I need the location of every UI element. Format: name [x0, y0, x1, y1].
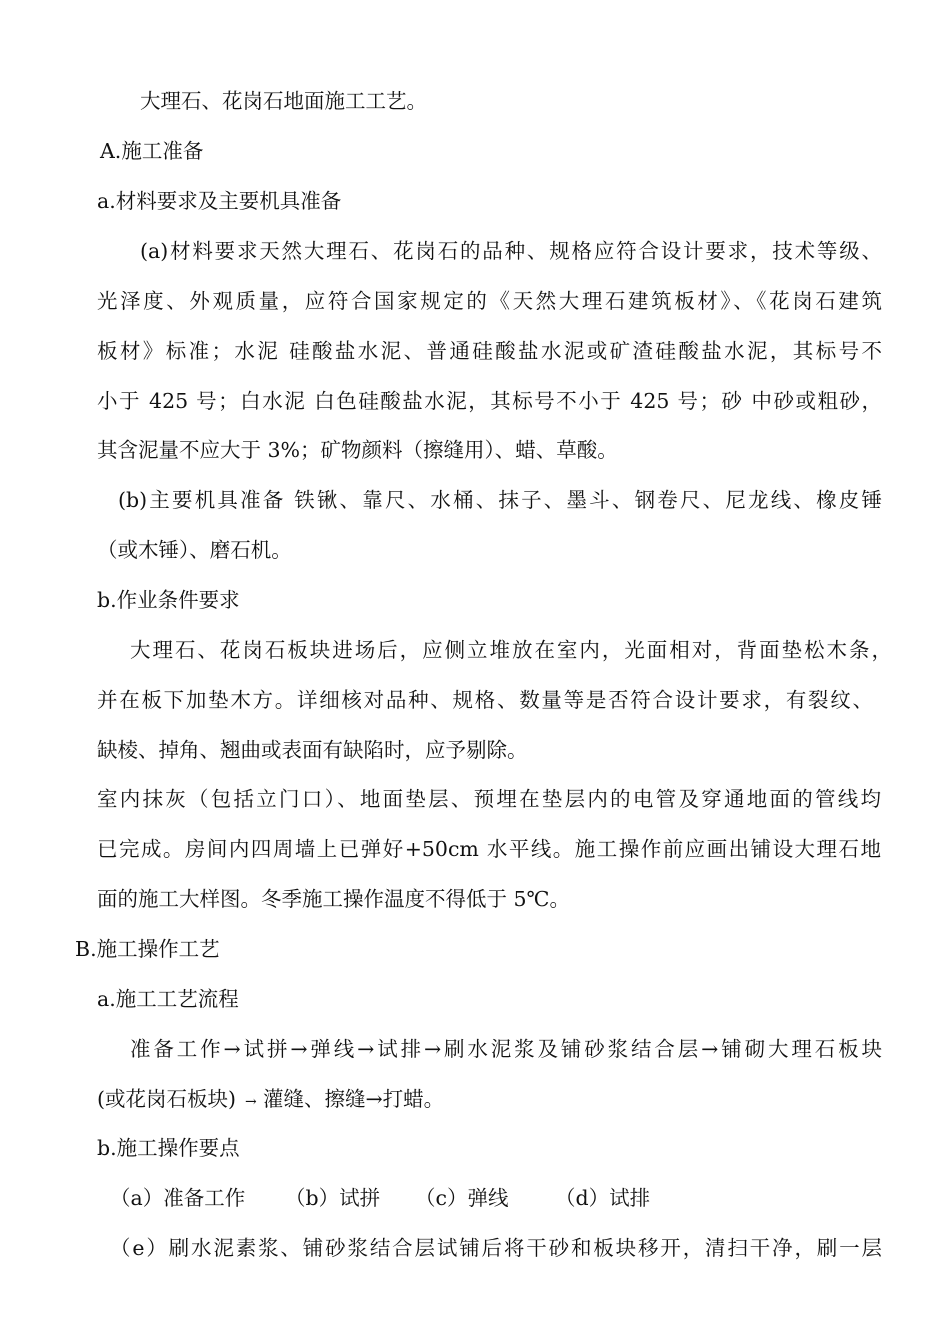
subsection-b-heading: b.作业条件要求	[97, 588, 240, 612]
paragraph-line: 其含泥量不应大于 3%；矿物颜料（擦缝用）、蜡、草酸。	[97, 438, 618, 462]
paragraph-line: 缺棱、掉角、翘曲或表面有缺陷时，应予剔除。	[97, 738, 528, 762]
paragraph-line: 板材》标准；水泥 硅酸盐水泥、普通硅酸盐水泥或矿渣硅酸盐水泥，其标号不	[97, 339, 882, 363]
subsection-b-heading: b.施工操作要点	[97, 1136, 240, 1160]
paragraph-line: 室内抹灰（包括立门口）、地面垫层、预埋在垫层内的电管及穿通地面的管线均	[97, 787, 881, 811]
step-item: （b）试拼	[285, 1186, 381, 1210]
section-b-heading: B.施工操作工艺	[75, 937, 220, 961]
steps-row	[0, 1183, 950, 1213]
paragraph-line: 准备工作→试拼→弹线→试排→刷水泥浆及铺砂浆结合层→铺砌大理石板块	[130, 1037, 882, 1061]
section-a-heading: A.施工准备	[100, 139, 204, 163]
subsection-a-heading: a.材料要求及主要机具准备	[97, 189, 342, 213]
paragraph-line: （e）刷水泥素浆、铺砂浆结合层试铺后将干砂和板块移开，清扫干净，刷一层	[110, 1236, 882, 1260]
document-title: 大理石、花岗石地面施工工艺。	[140, 89, 427, 113]
paragraph-line: （或木锤）、磨石机。	[97, 538, 292, 562]
step-item: （c）弹线	[415, 1186, 509, 1210]
step-item: （d）试排	[555, 1186, 651, 1210]
flow-segment: 灌缝、擦缝→打蜡。	[263, 1087, 445, 1111]
step-item: （a）准备工作	[110, 1186, 246, 1210]
flow-arrow: →	[245, 1094, 257, 1110]
paragraph-line: 并在板下加垫木方。详细核对品种、规格、数量等是否符合设计要求，有裂纹、	[97, 688, 873, 712]
subsection-a-heading: a.施工工艺流程	[97, 987, 239, 1011]
paragraph-line: 小于 425 号；白水泥 白色硅酸盐水泥，其标号不小于 425 号；砂 中砂或粗砂，	[97, 389, 882, 413]
flow-segment: (或花岗石板块)	[97, 1087, 236, 1111]
paragraph-line: 面的施工大样图。冬季施工操作温度不得低于 5℃。	[97, 887, 570, 911]
paragraph-line: 已完成。房间内四周墙上已弹好+50cm 水平线。施工操作前应画出铺设大理石地	[97, 837, 881, 861]
paragraph-line: 大理石、花岗石板块进场后，应侧立堆放在室内，光面相对，背面垫松木条，	[130, 638, 892, 662]
paragraph-line: 光泽度、外观质量，应符合国家规定的《天然大理石建筑板材》、《花岗石建筑	[97, 289, 882, 313]
paragraph-line: (a)材料要求天然大理石、花岗石的品种、规格应符合设计要求，技术等级、	[140, 239, 882, 263]
paragraph-line: (b)主要机具准备 铁锹、靠尺、水桶、抹子、墨斗、钢卷尺、尼龙线、橡皮锤	[118, 488, 882, 512]
process-flow-line	[97, 1084, 697, 1114]
